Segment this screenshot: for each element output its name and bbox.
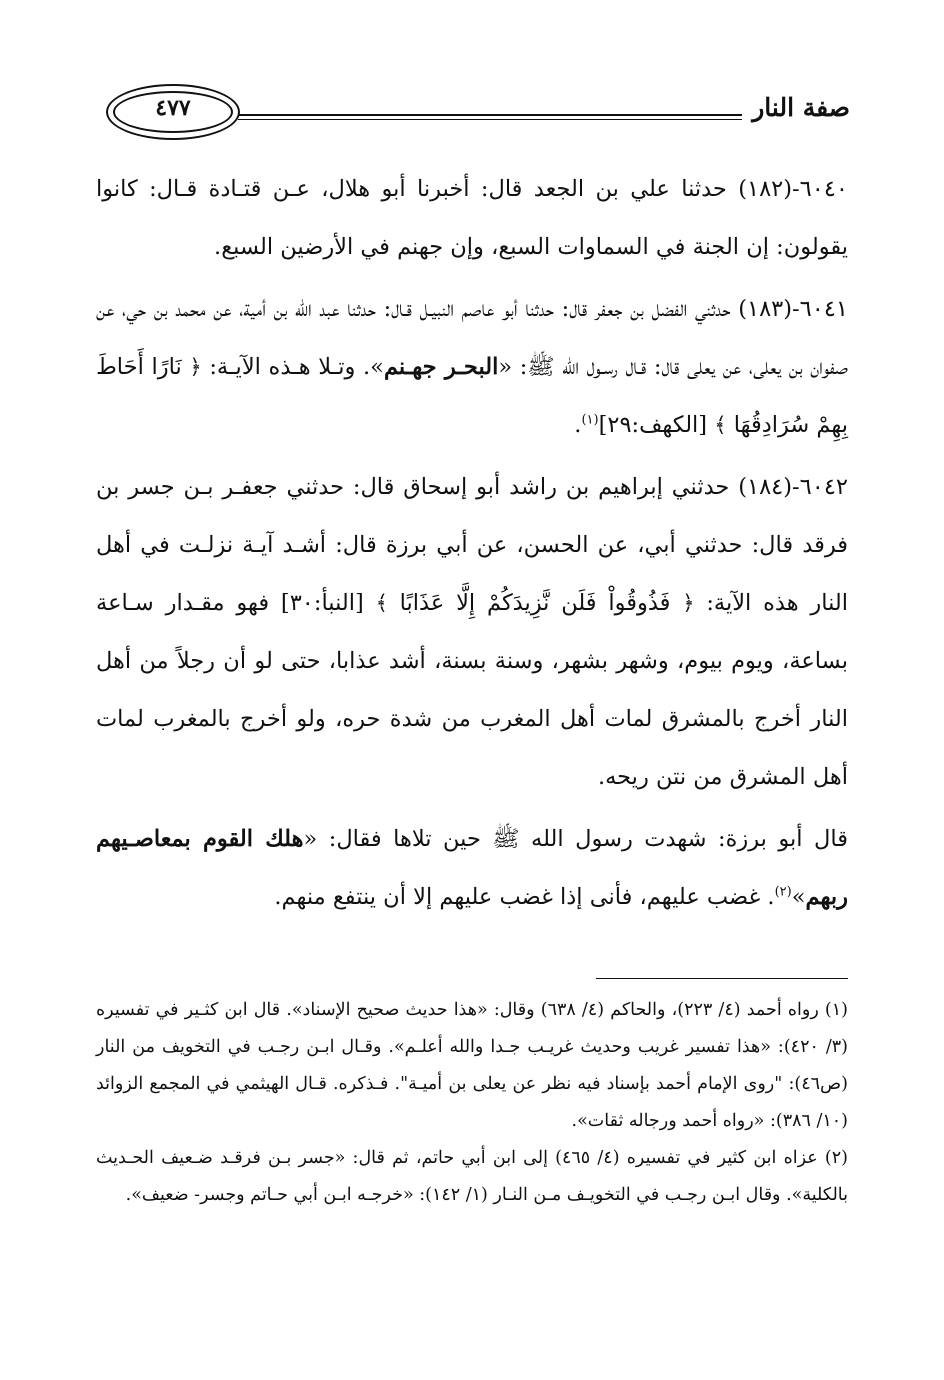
page-number: ٤٧٧ bbox=[155, 95, 191, 121]
narration-paragraph bbox=[96, 810, 848, 926]
hadith-text: حدثني الفضل بن جعفر قال: حدثنا أبو عاصم النبيـل قـال: حدثنا عبد الله بن أمية، عن محمد بن حي، عن صفوان بن يعلى، عن يعلى قال: قـال رسـول الله ﷺ: « bbox=[96, 296, 848, 380]
footnotes bbox=[96, 992, 848, 1214]
quran-verse: فَذُوقُواْ فَلَن نَّزِيدَكُمْ إِلَّا عَذَابًا bbox=[387, 590, 683, 616]
page-number-frame bbox=[106, 84, 240, 140]
hadith-number: ٦٠٤٠-(١٨٢) bbox=[738, 176, 848, 202]
hadith-text: حدثني إبراهيم بن راشد أبو إسحاق قال: حدثني جعفـر بـن جسر بن فرقد قال: حدثني أبي، عن الحسن، عن أبي برزة قال: أشـد آيـة نزلـت في أهل النار هذه الآية: bbox=[96, 474, 848, 616]
footnote-marker[interactable]: (٢) bbox=[774, 884, 792, 900]
quran-verse: نَارًا أَحَاطَ بِهِمْ سُرَادِقُهَا bbox=[96, 354, 848, 438]
hadith-paragraph bbox=[96, 280, 848, 454]
narration-text: . غضب عليهم، فأنى إذا غضب عليهم إلا أن ينتفع منهم. bbox=[274, 884, 775, 910]
page-header bbox=[100, 78, 850, 154]
hadith-paragraph bbox=[96, 160, 848, 276]
verse-reference: [الكهف:٢٩] bbox=[598, 412, 715, 438]
hadith-number: ٦٠٤١-(١٨٣) bbox=[738, 296, 848, 322]
prophetic-saying: البحـر جهـنم bbox=[383, 354, 499, 380]
footnote-marker[interactable]: (١) bbox=[581, 412, 599, 428]
quran-bracket-close: ﴾ bbox=[714, 413, 727, 437]
narration-text: » bbox=[791, 884, 806, 910]
narration-text: قال أبو برزة: شهدت رسول الله ﷺ حين تلاها فقال: « bbox=[303, 826, 848, 852]
hadith-paragraph bbox=[96, 458, 848, 806]
footnote-separator bbox=[596, 978, 848, 979]
hadith-text: [النبأ:٣٠] فهو مقـدار سـاعة بساعة، ويوم بيوم، وشهر بشهر، وسنة بسنة، أشد عذابا، حتى لو أن رجلاً من أهل النار أخرج بالمشرق لمات أهل المغرب من شدة حره، ولو أخرج بالمغرب لمات أهل المشرق من نتن ريحه. bbox=[96, 590, 848, 790]
footnote: (٢) عزاه ابن كثير في تفسيره (٤/ ٤٦٥) إلى ابن أبي حاتم، ثم قال: «جسر بـن فرقـد ضـعيف الحـديث بالكلية». وقال ابـن رجـب في التخويـف مـن النـار (١/ ١٤٢): «خرجـه ابـن أبي حـاتم وجسر- ضعيف». bbox=[96, 1148, 848, 1205]
hadith-text: حدثنا علي بن الجعد قال: أخبرنا أبو هلال، عـن قتـادة قـال: كانوا يقولون: إن الجنة في السماوات السبع، وإن جهنم في الأرضين السبع. bbox=[96, 176, 848, 260]
hadith-number: ٦٠٤٢-(١٨٤) bbox=[738, 474, 848, 500]
quran-bracket-open: ﴿ bbox=[682, 591, 695, 615]
main-text bbox=[96, 160, 848, 930]
header-rule bbox=[238, 114, 742, 116]
footnote: (١) رواه أحمد (٤/ ٢٢٣)، والحاكم (٤/ ٦٣٨) وقال: «هذا حديث صحيح الإسناد». قال ابن كثـير في تفسيره (٣/ ٤٢٠): «هذا تفسير غريب وحديث غريـب جـدا والله أعلـم». وقـال ابـن رجـب في التخويف من النار (ص٤٦): "روى الإمام أحمد بإسناد فيه نظر عن يعلى بن أميـة". فـذكره. قـال الهيثمي في المجمع الزوائد (١٠/ ٣٨٦): «رواه أحمد ورجاله ثقات». bbox=[96, 1000, 848, 1131]
hadith-text: ». وتـلا هـذه الآيـة: bbox=[201, 354, 384, 380]
hadith-text: . bbox=[574, 412, 582, 438]
prophetic-saying: هلك القوم بمعاصـيهم ربهم bbox=[96, 826, 848, 910]
quran-bracket-open: ﴿ bbox=[189, 355, 202, 379]
quran-bracket-close: ﴾ bbox=[375, 591, 388, 615]
running-title: صفة النار bbox=[752, 93, 850, 122]
